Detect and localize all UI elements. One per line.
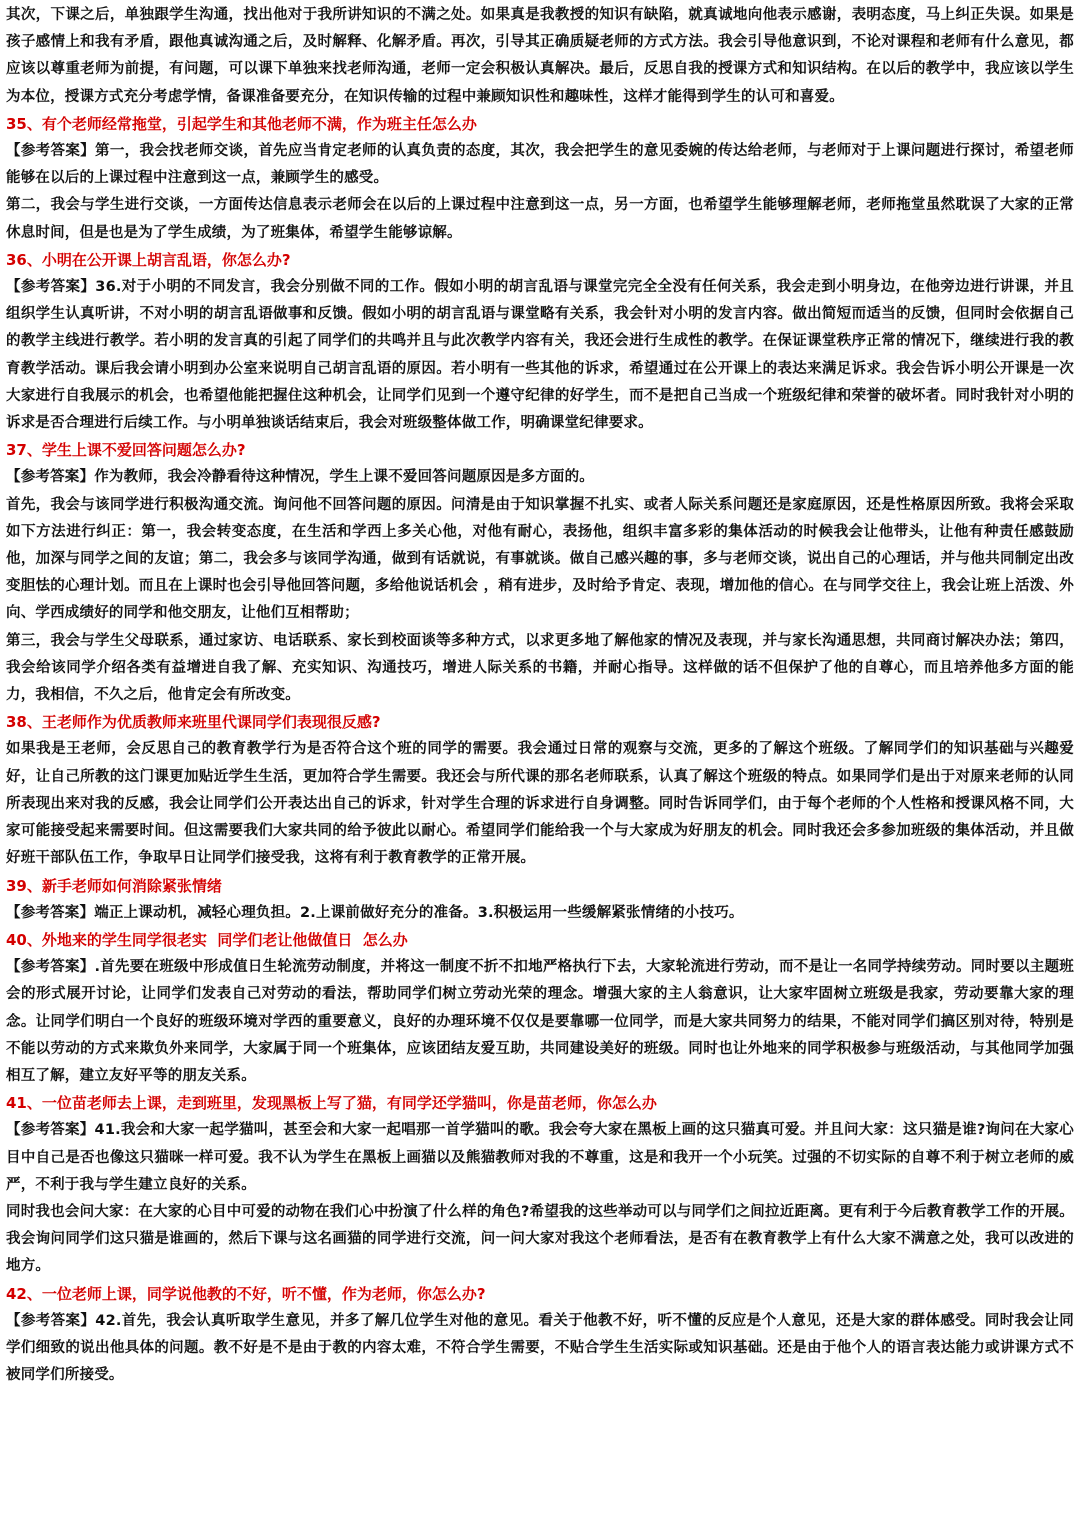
answer-paragraph: 【参考答案】41.我会和大家一起学猫叫，甚至会和大家一起唱那一首学猫叫的歌。我会夸大家在黑板上画的这只猫真可爱。并且问大家：这只猫是谁?询问在大家心目中自己是否也像这只猫咪一样可爱。我不认为学生在黑板上画猫以及熊猫教师对我的不尊重，这是和我开一个小玩笑。过强的不切实际的自尊不利于树立老师的威严，不利于我与学生建立良好的关系。 [6, 1122, 1074, 1193]
question-heading: 35、有个老师经常拖堂，引起学生和其他老师不满，作为班主任怎么办 [6, 114, 477, 133]
answer-paragraph: 第二，我会与学生进行交谈，一方面传达信息表示老师会在以后的上课过程中注意到这一点，另一方面，也希望学生能够理解老师，老师拖堂虽然耽误了大家的正常休息时间，但是也是为了学生成绩，为了班集体，希望学生能够谅解。 [6, 197, 1074, 241]
answer-paragraph: 【参考答案】.首先要在班级中形成值日生轮流劳动制度，并将这一制度不折不扣地严格执行下去，大家轮流进行劳动，而不是让一名同学持续劳动。同时要以主题班会的形式展开讨论，让同学们发表自己对劳动的看法，帮助同学们树立劳动光荣的理念。增强大家的主人翁意识，让大家牢固树立班级是我家，劳动要靠大家的理念。让同学们明白一个良好的班级环境对学西的重要意义，良好的办理环境不仅仅是要靠哪一位同学，而是大家共同努力的结果，不能对同学们搞区别对待，特别是不能以劳动的方式来欺负外来同学，大家属于同一个班集体，应该团结友爱互助，共同建设美好的班级。同时也让外地来的同学积极参与班级活动，与其他同学加强相互了解，建立友好平等的朋友关系。 [6, 959, 1074, 1084]
qa-section-40 [6, 927, 1074, 1090]
intro-paragraph: 其次，下课之后，单独跟学生沟通，找出他对于我所讲知识的不满之处。如果真是我教授的知识有缺陷，就真诚地向他表示感谢，表明态度，马上纠正失误。如果是孩子感情上和我有矛盾，跟他真诚沟通之后，及时解释、化解矛盾。再次，引导其正确质疑老师的方式方法。我会引导他意识到，不论对课程和老师有什么意见，都应该以尊重老师为前提，有问题，可以课下单独来找老师沟通，老师一定会积极认真解决。最后，反思自我的授课方式和知识结构。在以后的教学中，我应该以学生为本位，授课方式充分考虑学情，备课准备要充分，在知识传输的过程中兼顾知识性和趣味性，这样才能得到学生的认可和喜爱。 [6, 7, 1074, 105]
answer-paragraph: 同时我也会问大家：在大家的心目中可爱的动物在我们心中扮演了什么样的角色?希望我的这些举动可以与同学们之间拉近距离。更有利于今后教育教学工作的开展。我会询问同学们这只猫是谁画的，然后下课与这名画猫的同学进行交流，问一问大家对我这个老师看法，是否有在教育教学上有什么大家不满意之处，我可以改进的地方。 [6, 1203, 1074, 1275]
question-heading: 42、一位老师上课，同学说他教的不好，听不懂，作为老师，你怎么办? [6, 1284, 486, 1303]
qa-section-37 [6, 437, 1074, 709]
question-heading: 39、新手老师如何消除紧张情绪 [6, 876, 222, 895]
answer-paragraph: 第三，我会与学生父母联系，通过家访、电话联系、家长到校面谈等多种方式，以求更多地了解他家的情况及表现，并与家长沟通思想，共同商讨解决办法；第四，我会给该同学介绍各类有益增进自我了解、充实知识、沟通技巧，增进人际关系的书籍，并耐心指导。这样做的话不但保护了他的自尊心，而且培养他多方面的能力，我相信，不久之后，他肯定会有所改变。 [6, 632, 1074, 704]
qa-section-35 [6, 111, 1074, 247]
answer-paragraph: 【参考答案】42.首先，我会认真听取学生意见，并多了解几位学生对他的意见。看关于他教不好，听不懂的反应是个人意见，还是大家的群体感受。同时我会让同学们细致的说出他具体的问题。教不好是不是由于教的内容太难，不符合学生需要，不贴合学生生活实际或知识基础。还是由于他个人的语言表达能力或讲课方式不被同学们所接受。 [6, 1312, 1074, 1384]
answer-paragraph: 首先，我会与该同学进行积极沟通交流。询问他不回答问题的原因。问清是由于知识掌握不扎实、或者人际关系问题还是家庭原因，还是性格原因所致。我将会采取如下方法进行纠正：第一，我会转变态度，在生活和学西上多关心他，对他有耐心，表扬他，组织丰富多彩的集体活动的时候我会让他带头，让他有种责任感鼓励他，加深与同学之间的友谊；第二，我会多与该同学沟通，做到有话就说，有事就谈。做自己感兴趣的事，多与老师交谈，说出自己的心理话，并与他共同制定出改变胆怯的心理计划。而且在上课时也会引导他回答问题，多给他说话机会 ，稍有进步，及时给予肯定、表现，增加他的信心。在与同学交往上，我会让班上活泼、外向、学西成绩好的同学和他交朋友，让他们互相帮助； [6, 496, 1074, 622]
question-heading: 38、王老师作为优质教师来班里代课同学们表现很反感? [6, 713, 381, 732]
qa-section-38 [6, 709, 1074, 872]
question-heading: 37、学生上课不爱回答问题怎么办? [6, 441, 246, 460]
answer-paragraph: 【参考答案】36.对于小明的不同发言，我会分别做不同的工作。假如小明的胡言乱语与课堂完完全全没有任何关系，我会走到小明身边，在他旁边进行讲课，并且组织学生认真听讲，不对小明的胡言乱语做事和反馈。假如小明的胡言乱语与课堂略有关系，我会针对小明的发言内容。做出简短而适当的反馈，但同时会依据自己的教学主线进行教学。若小明的发言真的引起了同学们的共鸣并且与此次教学内容有关，我还会进行生成性的教学。在保证课堂秩序正常的情况下，继续进行我的教育教学活动。课后我会请小明到办公室来说明自己胡言乱语的原因。若小明有一些其他的诉求，希望通过在公开课上的表达来满足诉求。我会告诉小明公开课是一次大家进行自我展示的机会，也希望他能把握住这种机会，让同学们见到一个遵守纪律的好学生，而不是把自己当成一个班级纪律和荣誉的破坏者。同时我针对小明的诉求是否合理进行后续工作。与小明单独谈话结束后，我会对班级整体做工作，明确课堂纪律要求。 [6, 279, 1074, 432]
qa-section-36 [6, 247, 1074, 437]
question-heading: 40、外地来的学生同学很老实 同学们老让他做值日 怎么办 [6, 930, 408, 949]
question-heading: 41、一位苗老师去上课，走到班里，发现黑板上写了猫，有同学还学猫叫，你是苗老师，你怎么办 [6, 1094, 657, 1113]
qa-section-39 [6, 873, 1074, 927]
answer-paragraph: 【参考答案】作为教师，我会冷静看待这种情况，学生上课不爱回答问题原因是多方面的。 [6, 469, 594, 486]
question-heading: 36、小明在公开课上胡言乱语，你怎么办? [6, 250, 291, 269]
answer-paragraph: 如果我是王老师，会反思自己的教育教学行为是否符合这个班的同学的需要。我会通过日常的观察与交流，更多的了解这个班级。了解同学们的知识基础与兴趣爱好，让自己所教的这门课更加贴近学生生活，更加符合学生需要。我还会与所代课的那名老师联系，认真了解这个班级的特点。如果同学们是出于对原来老师的认同所表现出来对我的反感，我会让同学们公开表达出自己的诉求，针对学生合理的诉求进行自身调整。同时告诉同学们，由于每个老师的个人性格和授课风格不同，大家可能接受起来需要时间。但这需要我们大家共同的给予彼此以耐心。希望同学们能给我一个与大家成为好朋友的机会。同时我还会多参加班级的集体活动，并且做好班干部队伍工作，争取早日让同学们接受我，这将有利于教育教学的正常开展。 [6, 741, 1074, 867]
answer-paragraph: 【参考答案】第一，我会找老师交谈，首先应当肯定老师的认真负责的态度，其次，我会把学生的意见委婉的传达给老师，与老师对于上课问题进行探讨，希望老师能够在以后的上课过程中注意到这一点，兼顾学生的感受。 [6, 143, 1074, 187]
qa-section-42 [6, 1281, 1074, 1390]
qa-section-41 [6, 1090, 1074, 1280]
answer-paragraph: 【参考答案】端正上课动机，减轻心理负担。2.上课前做好充分的准备。3.积极运用一些缓解紧张情绪的小技巧。 [6, 904, 744, 921]
